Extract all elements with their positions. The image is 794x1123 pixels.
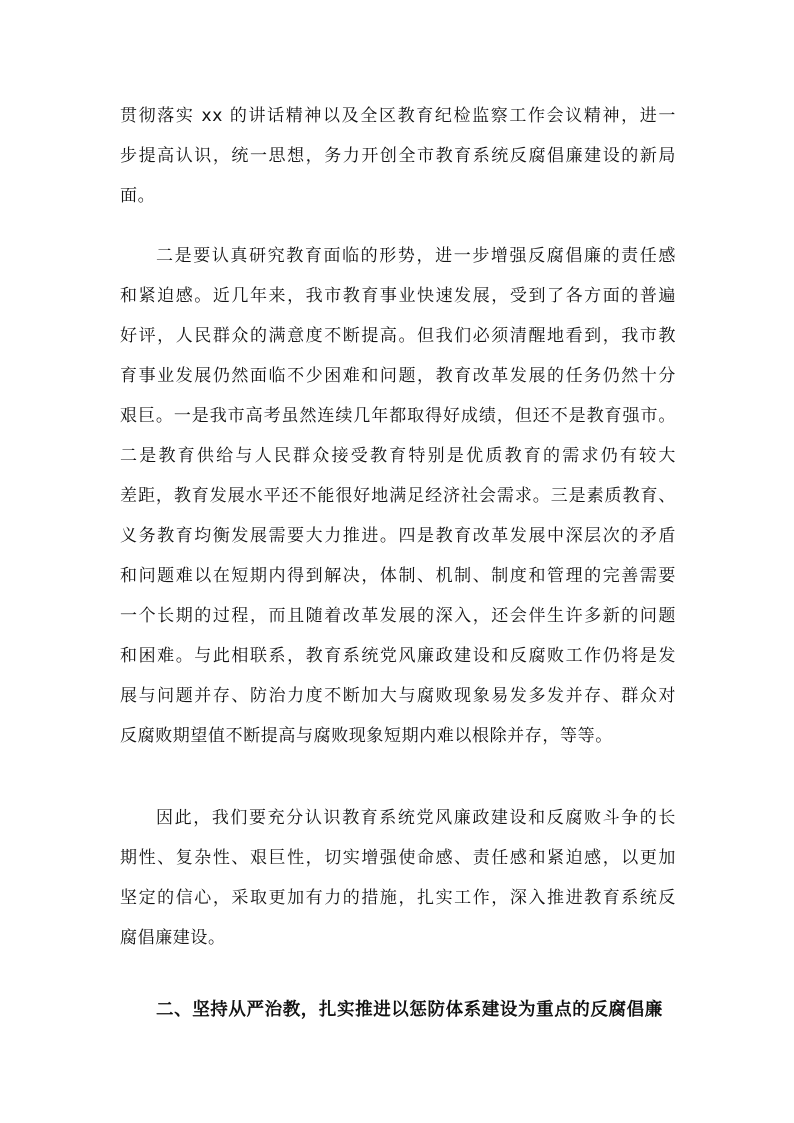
text-line: 艰巨。一是我市高考虽然连续几年都取得好成绩，但还不是教育强市。: [120, 406, 676, 426]
text-line: 坚定的信心，采取更加有力的措施，扎实工作，深入推进教育系统反: [120, 888, 676, 908]
text-line: 和紧迫感。近几年来，我市教育事业快速发展，受到了各方面的普遍: [120, 286, 676, 306]
section-heading-text: 二、坚持从严治教，扎实推进以惩防体系建设为重点的反腐倡廉: [156, 1000, 663, 1020]
paragraph-continuation: [120, 96, 676, 216]
text-line: 贯彻落实 xx 的讲话精神以及全区教育纪检监察工作会议精神，进一: [120, 106, 676, 126]
text-line: 和困难。与此相联系，教育系统党风廉政建设和反腐败工作仍将是发: [120, 646, 676, 666]
section-heading: [120, 990, 676, 1030]
text-line: 展与问题并存、防治力度不断加大与腐败现象易发多发并存、群众对: [120, 686, 676, 706]
text-line: 面。: [120, 186, 156, 206]
paragraph-conclusion: [120, 798, 676, 958]
text-line: 好评，人民群众的满意度不断提高。但我们必须清醒地看到，我市教: [120, 326, 676, 346]
text-line: 和问题难以在短期内得到解决，体制、机制、制度和管理的完善需要: [120, 566, 676, 586]
text-line: 一个长期的过程，而且随着改革发展的深入，还会伴生许多新的问题: [120, 606, 676, 626]
text-line: 育事业发展仍然面临不少困难和问题，教育改革发展的任务仍然十分: [120, 366, 676, 386]
text-line: 二是要认真研究教育面临的形势，进一步增强反腐倡廉的责任感: [156, 246, 676, 266]
text-line: 腐倡廉建设。: [120, 928, 226, 948]
text-line: 步提高认识，统一思想，务力开创全市教育系统反腐倡廉建设的新局: [120, 146, 676, 166]
text-line: 义务教育均衡发展需要大力推进。四是教育改革发展中深层次的矛盾: [120, 526, 676, 546]
paragraph-situation: [120, 236, 676, 756]
text-line: 差距，教育发展水平还不能很好地满足经济社会需求。三是素质教育、: [120, 486, 676, 506]
text-line: 因此，我们要充分认识教育系统党风廉政建设和反腐败斗争的长: [156, 808, 676, 828]
text-line: 期性、复杂性、艰巨性，切实增强使命感、责任感和紧迫感，以更加: [120, 848, 676, 868]
text-line: 二是教育供给与人民群众接受教育特别是优质教育的需求仍有较大: [120, 446, 676, 466]
text-line: 反腐败期望值不断提高与腐败现象短期内难以根除并存，等等。: [120, 726, 613, 746]
